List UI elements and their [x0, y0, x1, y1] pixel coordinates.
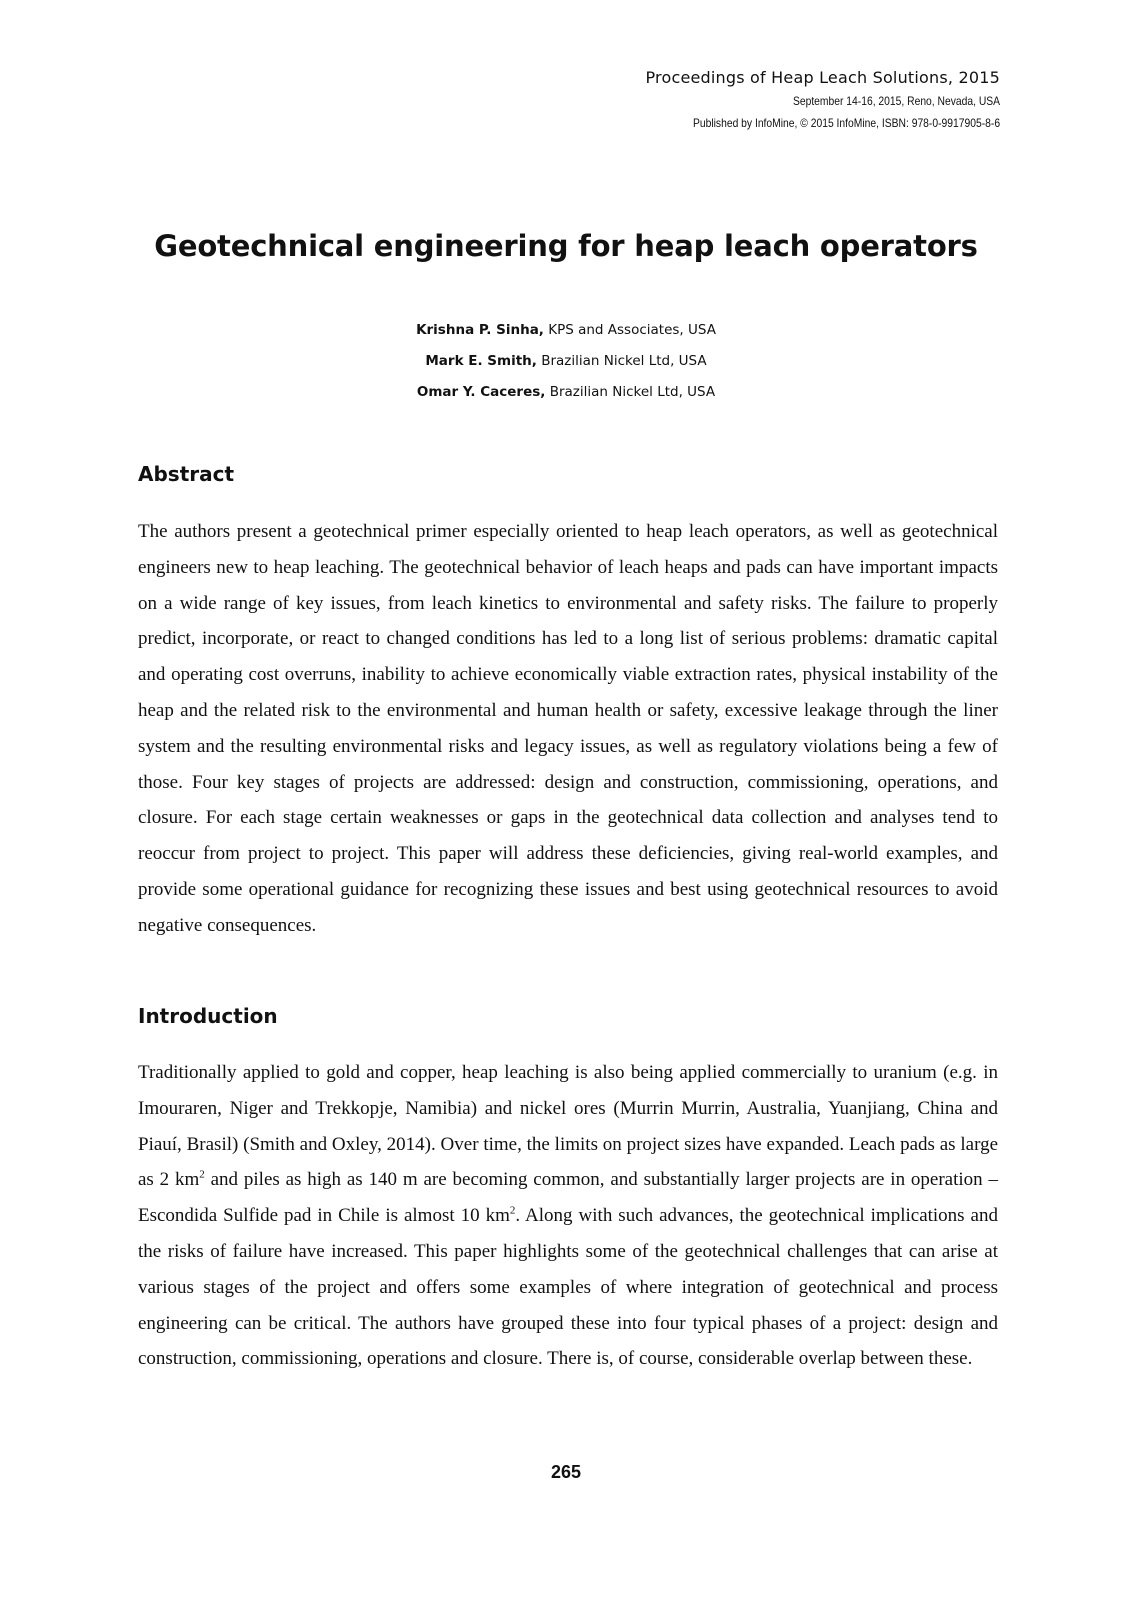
proceedings-header	[643, 66, 1000, 134]
abstract-text: The authors present a geotechnical primer especially oriented to heap leach operators, as well as geotechnical engineers new to heap leaching. The geotechnical behavior of leach heaps and pads can have important impacts on a wide range of key issues, from leach kinetics to environmental and safety risks. The failure to properly predict, incorporate, or react to changed conditions has led to a long list of serious problems: dramatic capital and operating cost overruns, inability to achieve economically viable extraction rates, physical instability of the heap and the related risk to the environmental and human health or safety, excessive leakage through the liner system and the resulting environmental risks and legacy issues, as well as regulatory violations being a few of those. Four key stages of projects are addressed: design and construction, commissioning, operations, and closure. For each stage certain weaknesses or gaps in the geotechnical data collection and analyses tend to reoccur from project to project. This paper will address these deficiencies, giving real-world examples, and provide some operational guidance for recognizing these issues and best using geotechnical resources to avoid negative consequences.	[138, 521, 998, 936]
intro-text-part: Traditionally applied to gold and copper, heap leaching is also being applied commercially to uranium (e.g. in Imouraren, Niger and Trekkopje, Namibia) and nickel ores (Murrin Murrin, Australia, Yuanjiang, China and Piauí, Brasil) (Smith and Oxley, 2014). Over time, the limits on project sizes have expanded. Leach pads as large as 2 km	[138, 1062, 998, 1191]
abstract-heading: Abstract	[138, 462, 235, 486]
publisher-line: Published by InfoMine, © 2015 InfoMine, ISBN: 978-0-9917905-8-6	[692, 116, 1000, 130]
page-number: 265	[550, 1462, 582, 1482]
paper-title: Geotechnical engineering for heap leach operators	[154, 229, 978, 263]
proceedings-title: Proceedings of Heap Leach Solutions, 2015	[645, 68, 1000, 87]
author-entry	[0, 315, 1132, 346]
author-entry	[0, 377, 1132, 408]
author-name: Mark E. Smith,	[425, 353, 537, 369]
intro-text-part: . Along with such advances, the geotechnical implications and the risks of failure have increased. This paper highlights some of the geotechnical challenges that can arise at various stages of the project and offers some examples of where integration of geotechnical and process engineering can be critical. The authors have grouped these into four typical phases of a project: design and construction, commissioning, operations and closure. There is, of course, considerable overlap between these.	[138, 1205, 998, 1370]
introduction-text	[138, 1055, 998, 1377]
intro-text-part: and piles as high as 140 m are becoming common, and substantially larger projects are in operation – Escondida Sulfide pad in Chile is almost 10 km	[138, 1169, 998, 1227]
author-list	[0, 315, 1132, 408]
author-name: Omar Y. Caceres,	[416, 384, 546, 400]
introduction-heading: Introduction	[138, 1004, 278, 1028]
author-affiliation: Brazilian Nickel Ltd, USA	[545, 384, 716, 400]
author-name: Krishna P. Sinha,	[416, 322, 544, 338]
author-affiliation: Brazilian Nickel Ltd, USA	[536, 353, 707, 369]
author-affiliation: KPS and Associates, USA	[543, 322, 716, 338]
author-entry	[0, 346, 1132, 377]
superscript: 2	[509, 1204, 516, 1217]
conference-dates: September 14-16, 2015, Reno, Nevada, USA	[792, 94, 1000, 108]
superscript: 2	[199, 1169, 205, 1182]
